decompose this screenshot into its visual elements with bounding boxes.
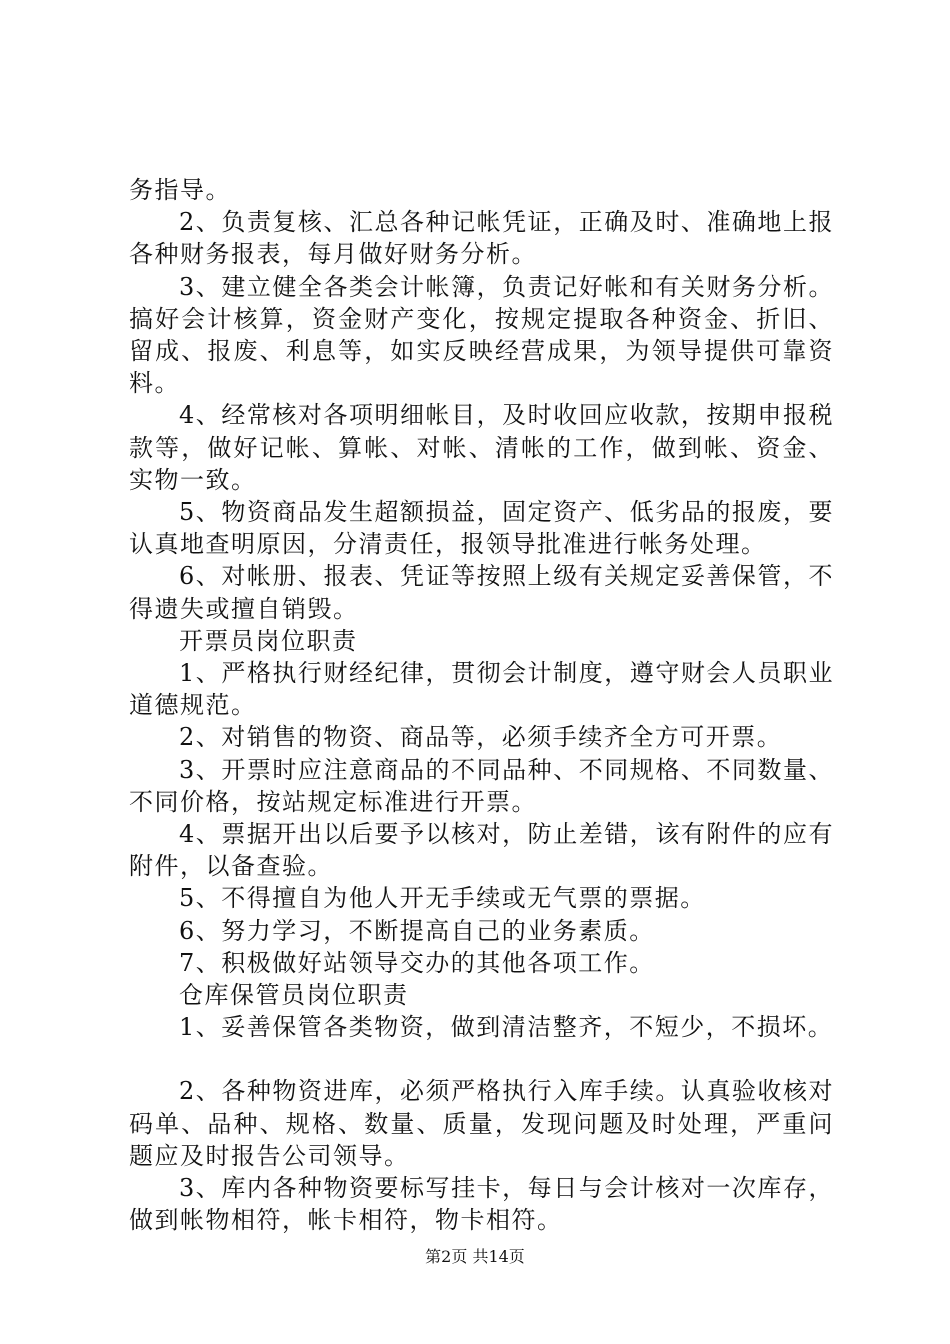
document-body [129, 174, 834, 1237]
paragraph-continuation: 务指导。 [129, 176, 231, 204]
page-number-label: 第2页 共14页 [425, 1247, 525, 1266]
section-heading-invoicing-clerk: 开票员岗位职责 [179, 626, 358, 655]
blank-line [129, 1043, 834, 1075]
paragraph-item-5: 5、物资商品发生超额损益，固定资产、低劣品的报废，要认真地查明原因，分清责任，报领导批准进行帐务处理。 [129, 498, 834, 559]
warehouse-item-2: 2、各种物资进库，必须严格执行入库手续。认真验收核对码单、品种、规格、数量、质量，发现问题及时处理，严重问题应及时报告公司领导。 [129, 1077, 834, 1170]
page-footer [0, 1244, 950, 1267]
invoicing-item-7: 7、积极做好站领导交办的其他各项工作。 [179, 948, 655, 977]
paragraph-item-3: 3、建立健全各类会计帐簿，负责记好帐和有关财务分析。搞好会计核算，资金财产变化，按规定提取各种资金、折旧、留成、报废、利息等，如实反映经营成果，为领导提供可靠资料。 [129, 272, 834, 398]
paragraph-item-6: 6、对帐册、报表、凭证等按照上级有关规定妥善保管，不得遗失或擅自销毁。 [129, 562, 834, 623]
invoicing-item-4: 4、票据开出以后要予以核对，防止差错，该有附件的应有附件，以备查验。 [129, 820, 834, 881]
warehouse-item-1: 1、妥善保管各类物资，做到清洁整齐，不短少，不损坏。 [179, 1013, 834, 1042]
invoicing-item-5: 5、不得擅自为他人开无手续或无气票的票据。 [179, 884, 706, 913]
section-heading-warehouse-keeper: 仓库保管员岗位职责 [179, 981, 409, 1010]
paragraph-item-4: 4、经常核对各项明细帐目，及时收回应收款，按期申报税款等，做好记帐、算帐、对帐、清帐的工作，做到帐、资金、实物一致。 [129, 401, 834, 494]
invoicing-item-1: 1、严格执行财经纪律，贯彻会计制度，遵守财会人员职业道德规范。 [129, 659, 834, 720]
invoicing-item-6: 6、努力学习，不断提高自己的业务素质。 [179, 916, 655, 945]
warehouse-item-3: 3、库内各种物资要标写挂卡，每日与会计核对一次库存，做到帐物相符，帐卡相符，物卡相符。 [129, 1174, 834, 1235]
invoicing-item-3: 3、开票时应注意商品的不同品种、不同规格、不同数量、不同价格，按站规定标准进行开票。 [129, 755, 834, 816]
paragraph-item-2: 2、负责复核、汇总各种记帐凭证，正确及时、准确地上报各种财务报表，每月做好财务分析。 [129, 208, 834, 269]
invoicing-item-2: 2、对销售的物资、商品等，必须手续齐全方可开票。 [179, 723, 783, 752]
